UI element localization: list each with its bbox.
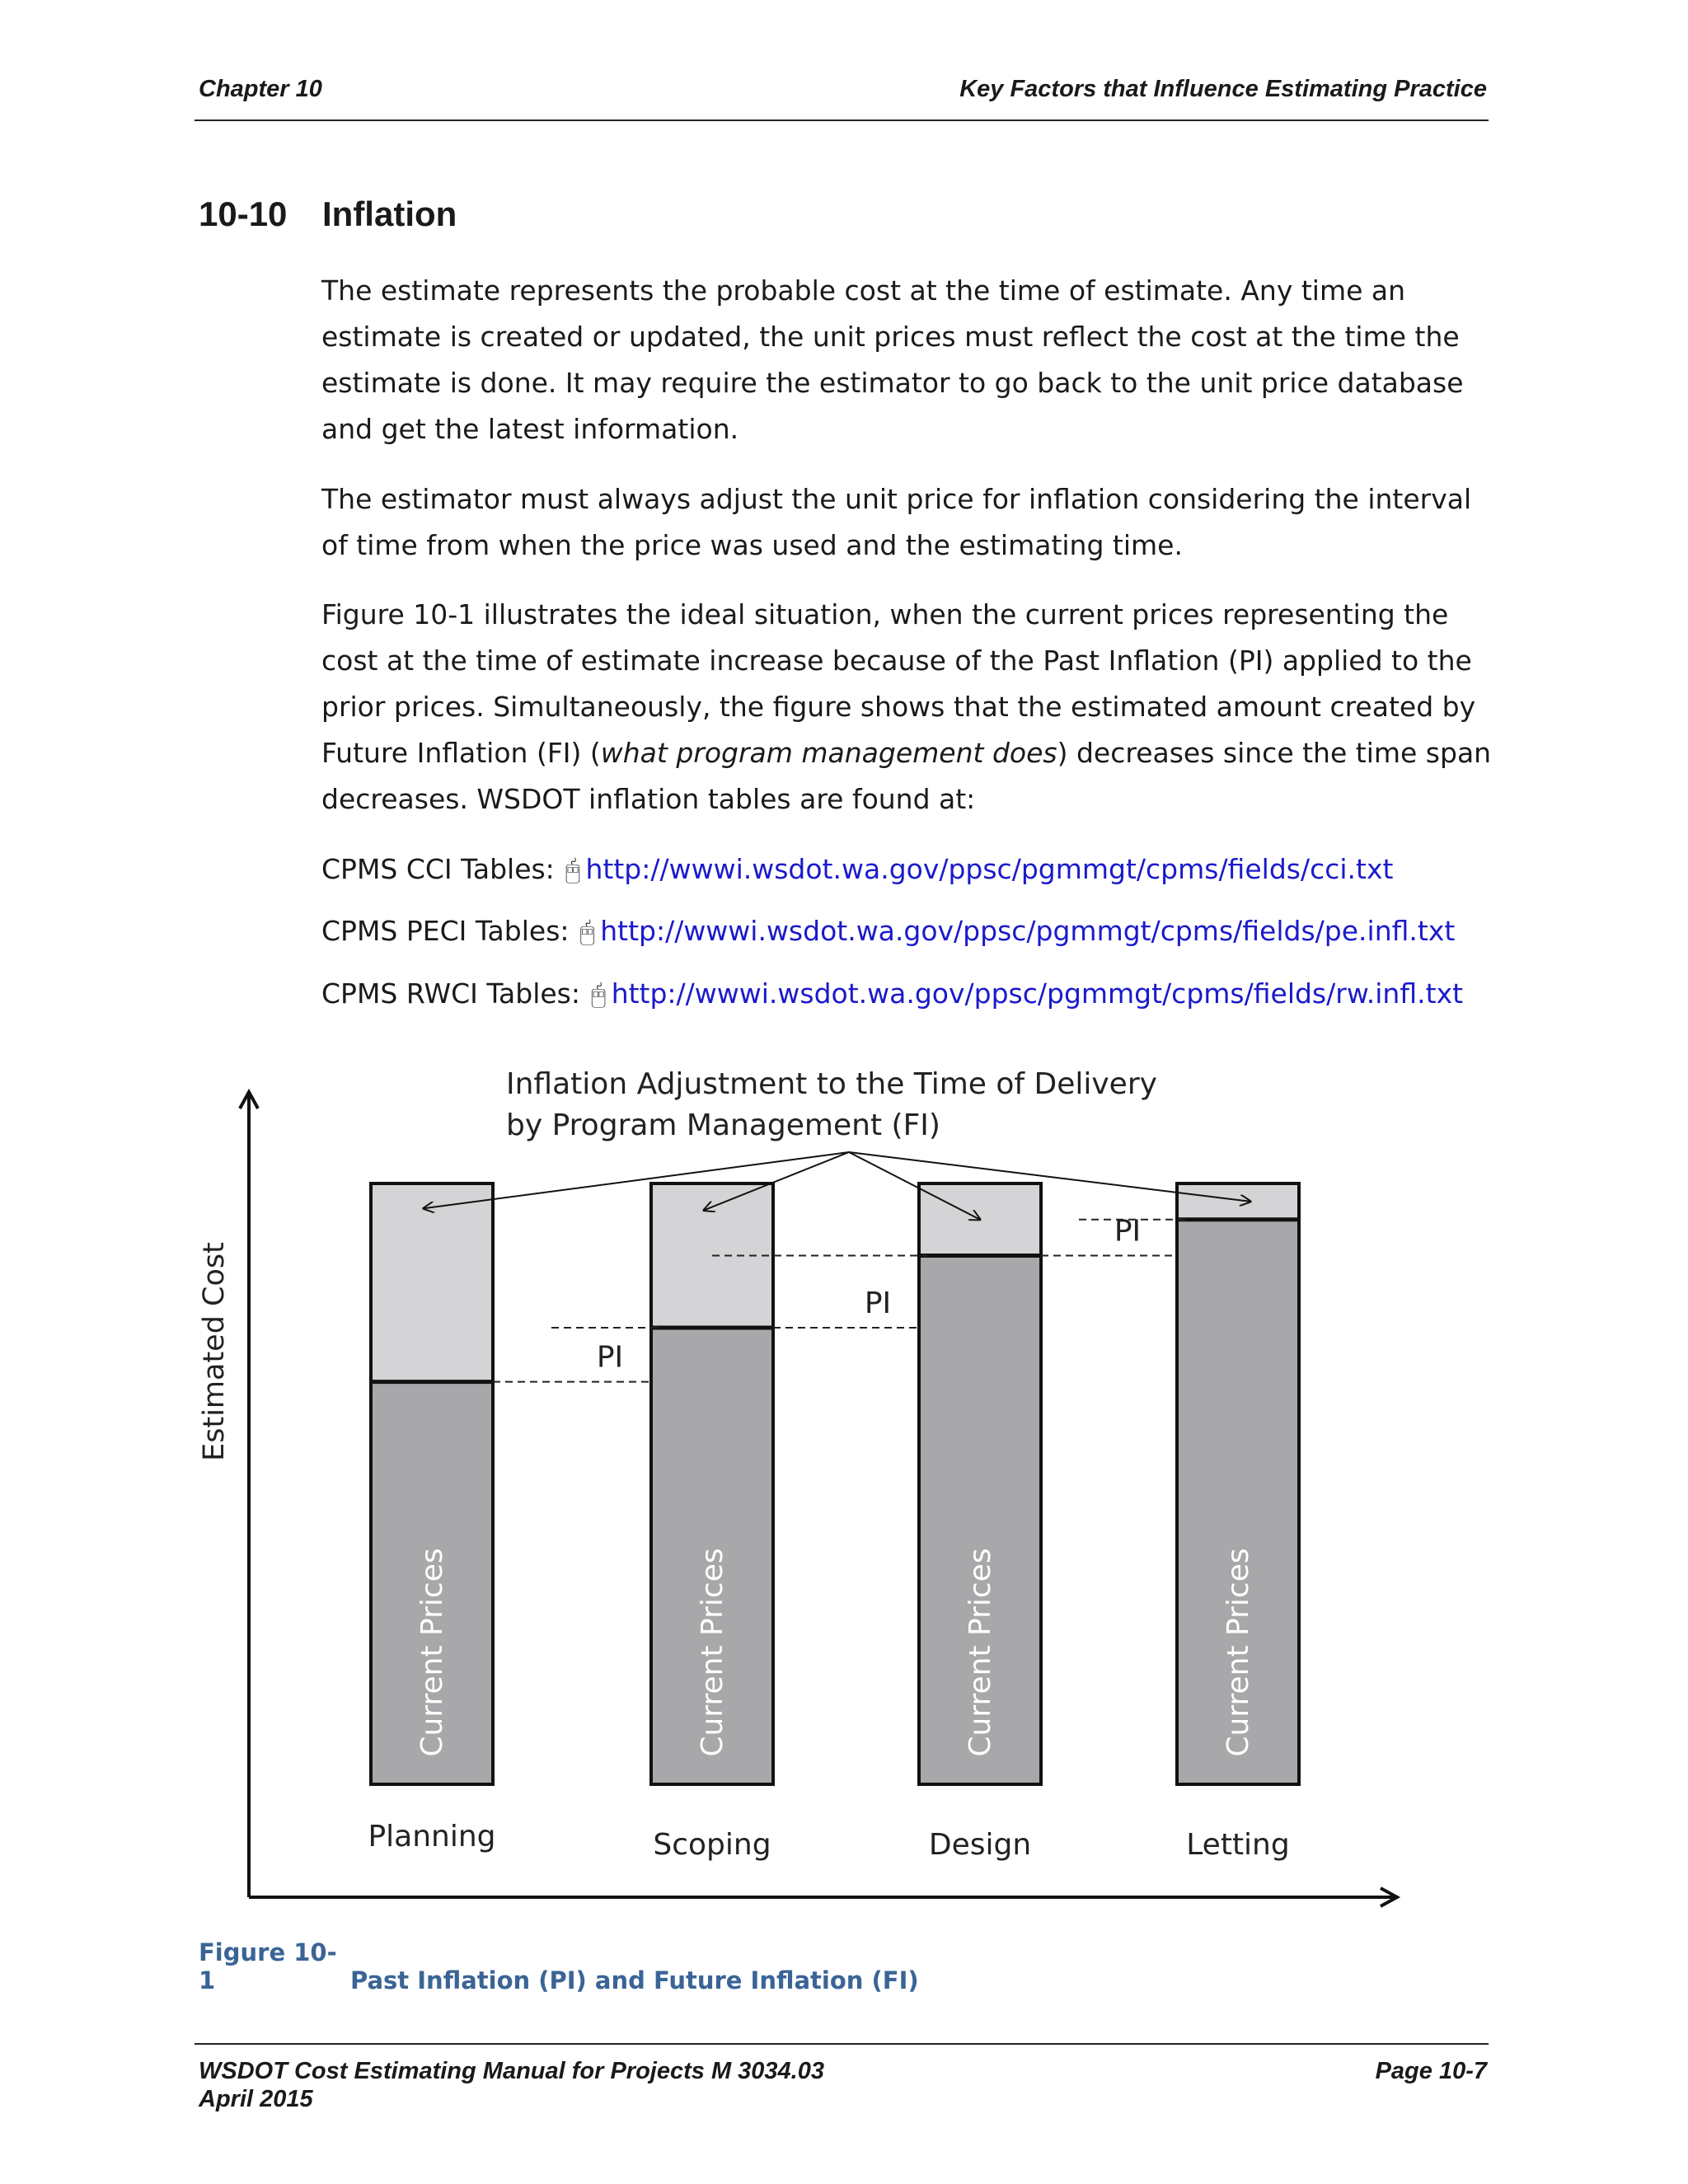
paragraph-1: The estimate represents the probable cost at the time of estimate. Any time an estimate is created or updated, the unit prices must reflect the cost at the time the estimate is done. It may require the estimator to go back to the unit price database and get the latest information. (321, 274, 1464, 445)
bar-future-inflation (371, 1183, 493, 1382)
cci-tables-link[interactable]: http://wwwi.wsdot.wa.gov/ppsc/pgmmgt/cpms/fields/cci.txt (585, 853, 1394, 885)
footer-manual: WSDOT Cost Estimating Manual for Projects M 3034.03 (199, 2058, 824, 2084)
pi-label: PI (1114, 1214, 1142, 1249)
bar-label-current-prices: Current Prices (1221, 1548, 1255, 1757)
fi-arrow (849, 1152, 1250, 1202)
category-label-design: Design (928, 1828, 1032, 1862)
fi-arrow (424, 1152, 849, 1208)
figure-number: Figure 10-1 (199, 1938, 337, 1994)
y-axis-label: Estimated Cost (198, 1242, 231, 1461)
peci-tables-link[interactable]: http://wwwi.wsdot.wa.gov/ppsc/pgmmgt/cpms/fields/pe.infl.txt (600, 915, 1456, 947)
fi-arrow (704, 1152, 849, 1210)
link-label: CPMS CCI Tables: (321, 853, 555, 885)
bar-future-inflation (1177, 1183, 1299, 1220)
footer-divider (195, 2043, 1489, 2045)
header-title: Key Factors that Influence Estimating Practice (959, 76, 1487, 102)
section-number: 10-10 (199, 194, 288, 233)
pi-label: PI (596, 1340, 624, 1375)
mouse-pointer-icon: 🖰 (590, 978, 607, 1010)
chart-title-line-1: Inflation Adjustment to the Time of Delivery (506, 1067, 1157, 1101)
category-label-scoping: Scoping (653, 1828, 771, 1862)
footer-page: Page 10-7 (1375, 2058, 1487, 2084)
header-chapter: Chapter 10 (199, 76, 322, 102)
paragraph-3-end: ) decreases since the time span decreases. WSDOT inflation tables are found at: (321, 737, 1492, 815)
link-label: CPMS RWCI Tables: (321, 977, 580, 1010)
category-label-letting: Letting (1186, 1828, 1290, 1862)
paragraph-3-start: Figure 10-1 illustrates the ideal situation, when the current prices representing the cost at the time of estimate increase because of the Past Inflation (PI) applied to the prior prices. Simultaneously, the figure shows that the estimated amount created by Future Inflation (FI) ( (321, 598, 1476, 769)
footer-date: April 2015 (199, 2086, 313, 2112)
section-title: Inflation (322, 194, 457, 233)
bar-label-current-prices: Current Prices (964, 1548, 997, 1757)
mouse-pointer-icon: 🖰 (565, 854, 581, 885)
figure-caption (199, 1938, 919, 1994)
rwci-tables-link[interactable]: http://wwwi.wsdot.wa.gov/ppsc/pgmmgt/cpms/fields/rw.infl.txt (611, 977, 1464, 1010)
link-label: CPMS PECI Tables: (321, 915, 570, 947)
paragraph-2: The estimator must always adjust the unit price for inflation considering the interval of time from when the price was used and the estimating time. (321, 483, 1472, 561)
bar-label-current-prices: Current Prices (696, 1548, 729, 1757)
paragraph-3-emphasis: what program management does (600, 737, 1057, 769)
figure-caption-text: Past Inflation (PI) and Future Inflation (FI) (350, 1966, 919, 1994)
pi-label: PI (864, 1286, 892, 1320)
mouse-pointer-icon: 🖰 (579, 916, 596, 947)
chart-title-line-2: by Program Management (FI) (506, 1108, 940, 1142)
category-label-planning: Planning (368, 1820, 496, 1854)
bar-label-current-prices: Current Prices (415, 1548, 449, 1757)
